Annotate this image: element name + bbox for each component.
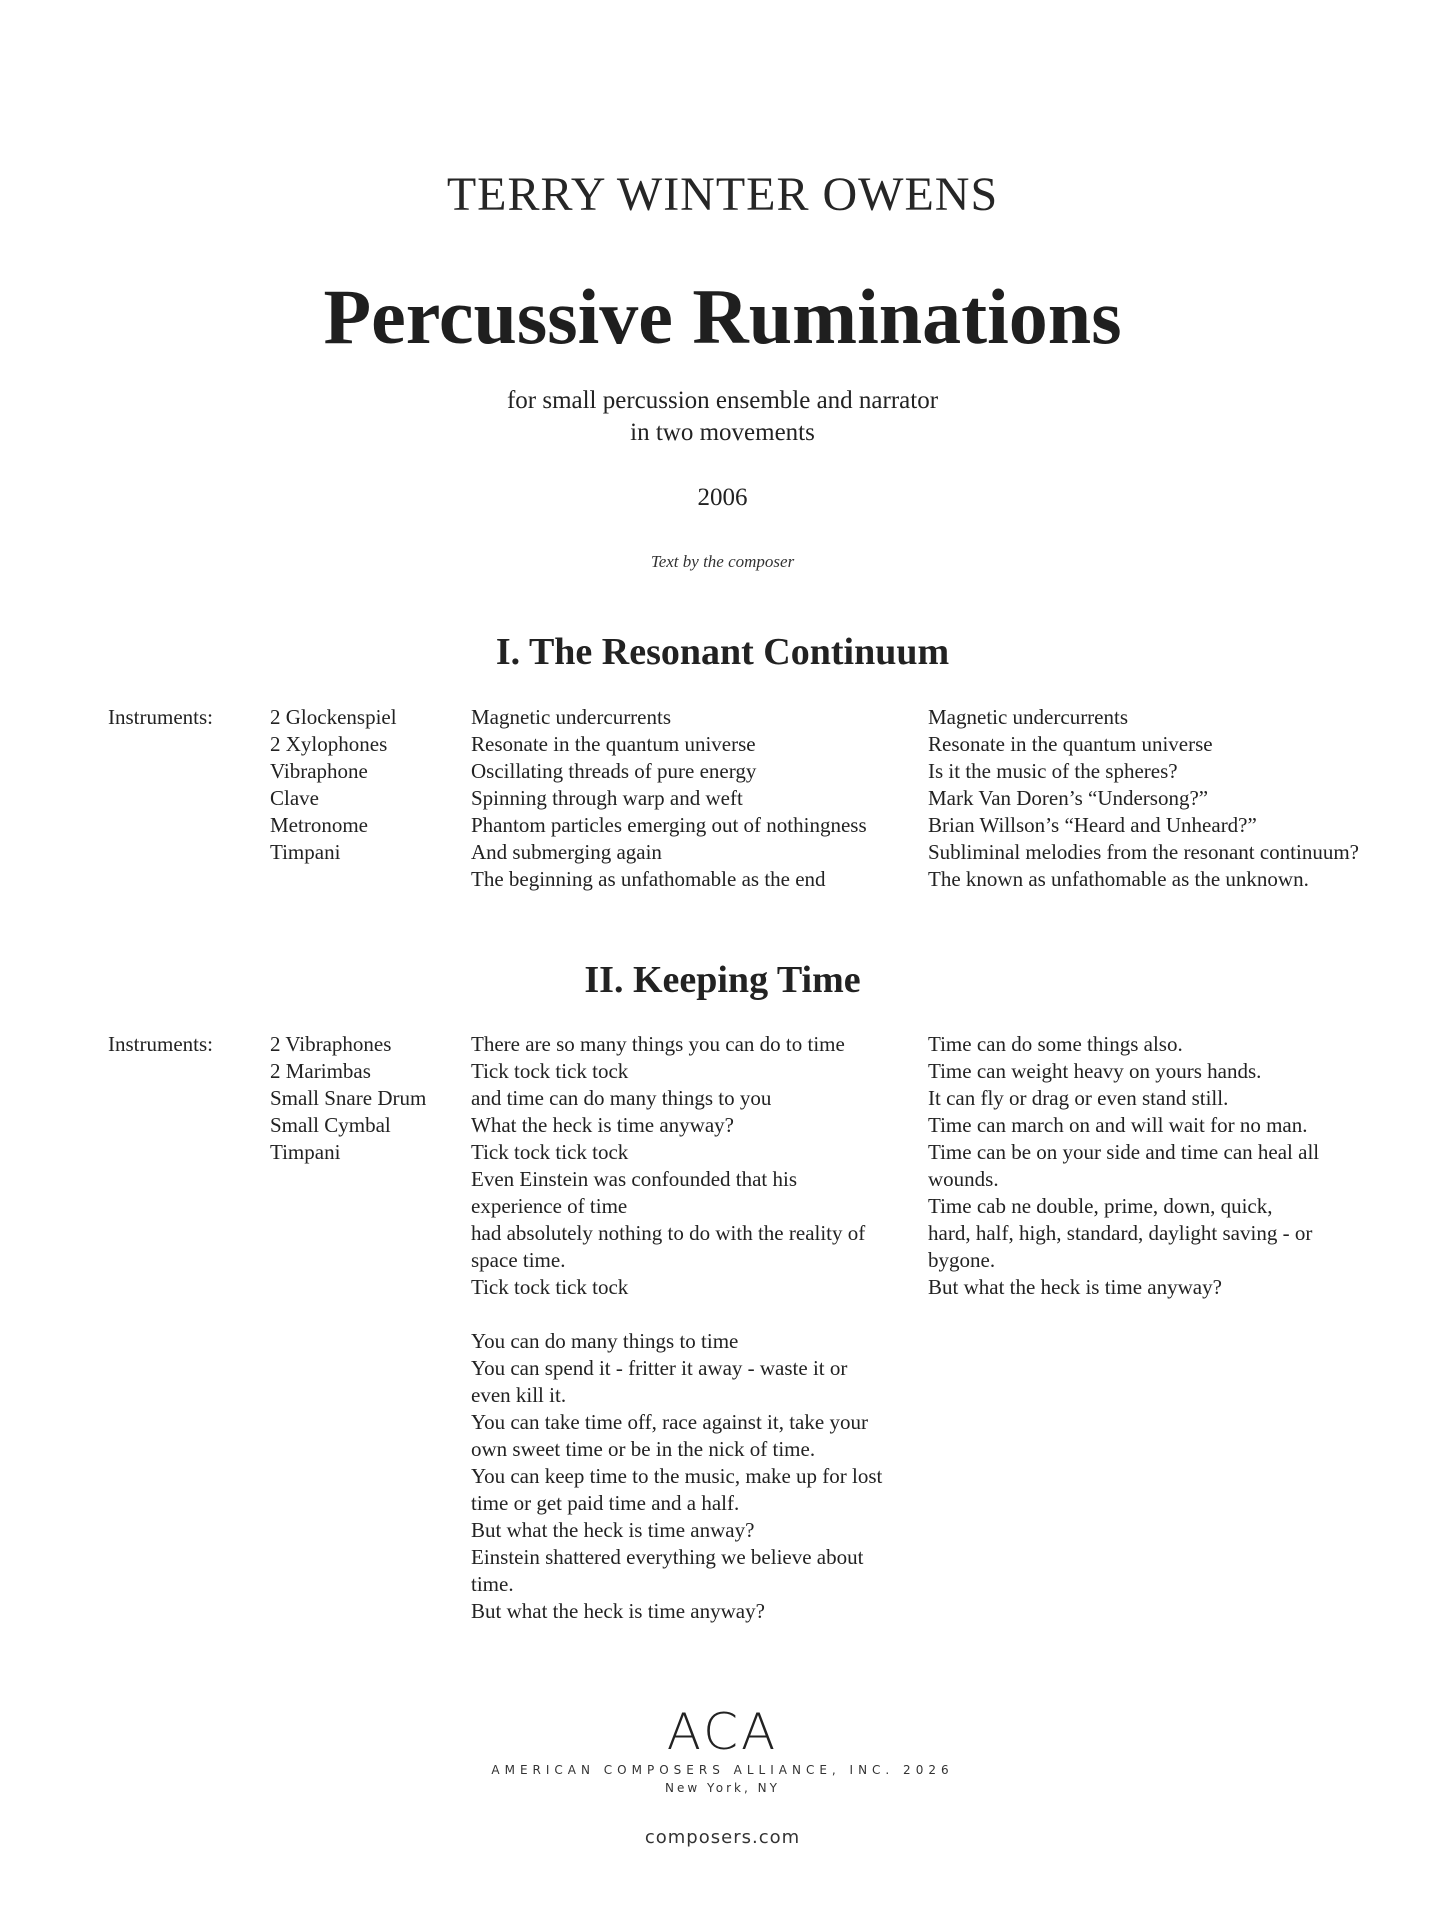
composition-year: 2006 xyxy=(697,484,748,511)
composer-name: TERRY WINTER OWENS xyxy=(446,168,999,221)
text-line: Oscillating threads of pure energy xyxy=(471,759,757,783)
text-line: And submerging again xyxy=(471,840,662,864)
movement-1-instrument-list xyxy=(270,704,397,866)
text-line: 2 Glockenspiel xyxy=(270,705,397,729)
text-line: Time can do some things also. xyxy=(928,1032,1183,1056)
text-line: You can do many things to time xyxy=(471,1329,739,1353)
text-line: Metronome xyxy=(270,813,368,837)
text-line: 2 Xylophones xyxy=(270,732,388,756)
text-line: But what the heck is time anyway? xyxy=(928,1275,1222,1299)
text-line: Resonate in the quantum universe xyxy=(928,732,1213,756)
text-line: Magnetic undercurrents xyxy=(928,705,1129,729)
text-line: and time can do many things to you xyxy=(471,1086,772,1110)
text-line: Time cab ne double, prime, down, quick, xyxy=(928,1194,1273,1218)
publisher-city: New York, NY xyxy=(665,1781,780,1795)
aca-logo: ACA xyxy=(666,1703,779,1761)
text-line: You can spend it - fritter it away - waste it or xyxy=(471,1356,848,1380)
text-line: Mark Van Doren’s “Undersong?” xyxy=(928,786,1209,810)
text-line: The beginning as unfathomable as the end xyxy=(471,867,826,891)
text-line: Magnetic undercurrents xyxy=(471,705,672,729)
text-line: own sweet time or be in the nick of time. xyxy=(471,1437,816,1461)
text-line: time or get paid time and a half. xyxy=(471,1491,740,1515)
publisher-website: composers.com xyxy=(644,1827,801,1848)
text-line: Timpani xyxy=(270,840,341,864)
text-line: time. xyxy=(471,1572,514,1596)
movement-2-title: II. Keeping Time xyxy=(584,959,861,1001)
text-line: Brian Willson’s “Heard and Unheard?” xyxy=(928,813,1257,837)
text-line: Tick tock tick tock xyxy=(471,1275,629,1299)
movement-2-text-column-2 xyxy=(928,1031,1319,1301)
movement-2-instrument-list xyxy=(270,1031,426,1166)
text-line xyxy=(471,1301,882,1328)
movement-2-text-column-1 xyxy=(471,1031,882,1625)
text-line: You can keep time to the music, make up for lost xyxy=(471,1464,883,1488)
text-line: Is it the music of the spheres? xyxy=(928,759,1178,783)
text-line: Subliminal melodies from the resonant continuum? xyxy=(928,840,1360,864)
text-line: Time can march on and will wait for no man. xyxy=(928,1113,1308,1137)
text-line: had absolutely nothing to do with the reality of xyxy=(471,1221,866,1245)
movement-2-instruments-label: Instruments: xyxy=(108,1032,213,1056)
text-line: You can take time off, race against it, take your xyxy=(471,1410,868,1434)
movement-1-text-column-2 xyxy=(928,704,1359,893)
text-line: 2 Marimbas xyxy=(270,1059,371,1083)
text-line: Even Einstein was confounded that his xyxy=(471,1167,798,1191)
movement-1-instruments-label: Instruments: xyxy=(108,705,213,729)
publisher-name: AMERICAN COMPOSERS ALLIANCE, INC. 2026 xyxy=(491,1763,954,1777)
text-line: Einstein shattered everything we believe about xyxy=(471,1545,864,1569)
text-line: Timpani xyxy=(270,1140,341,1164)
text-line: Resonate in the quantum universe xyxy=(471,732,756,756)
text-line: It can fly or drag or even stand still. xyxy=(928,1086,1229,1110)
text-line: Tick tock tick tock xyxy=(471,1059,629,1083)
text-line: hard, half, high, standard, daylight saving - or xyxy=(928,1221,1313,1245)
text-line: even kill it. xyxy=(471,1383,567,1407)
text-line: Small Cymbal xyxy=(270,1113,391,1137)
text-line: Tick tock tick tock xyxy=(471,1140,629,1164)
work-title: Percussive Ruminations xyxy=(323,273,1122,360)
text-line: But what the heck is time anway? xyxy=(471,1518,755,1542)
movement-1-title: I. The Resonant Continuum xyxy=(495,631,950,673)
text-line: wounds. xyxy=(928,1167,999,1191)
text-line: The known as unfathomable as the unknown. xyxy=(928,867,1309,891)
text-line: But what the heck is time anyway? xyxy=(471,1599,765,1623)
text-line: 2 Vibraphones xyxy=(270,1032,392,1056)
text-credit: Text by the composer xyxy=(650,552,795,571)
text-line: What the heck is time anyway? xyxy=(471,1113,734,1137)
subtitle-line-1: for small percussion ensemble and narrator xyxy=(506,387,939,414)
text-line: Time can weight heavy on yours hands. xyxy=(928,1059,1262,1083)
text-line: Spinning through warp and weft xyxy=(471,786,743,810)
text-line: Time can be on your side and time can heal all xyxy=(928,1140,1320,1164)
text-line: Small Snare Drum xyxy=(270,1086,427,1110)
text-line: bygone. xyxy=(928,1248,996,1272)
text-line: Phantom particles emerging out of nothingness xyxy=(471,813,867,837)
text-line: Vibraphone xyxy=(270,759,368,783)
text-line: experience of time xyxy=(471,1194,628,1218)
subtitle-line-2: in two movements xyxy=(630,419,815,446)
text-line: Clave xyxy=(270,786,319,810)
movement-1-text-column-1 xyxy=(471,704,867,893)
work-subtitle xyxy=(0,385,1445,449)
text-line: There are so many things you can do to time xyxy=(471,1032,845,1056)
text-line: space time. xyxy=(471,1248,566,1272)
